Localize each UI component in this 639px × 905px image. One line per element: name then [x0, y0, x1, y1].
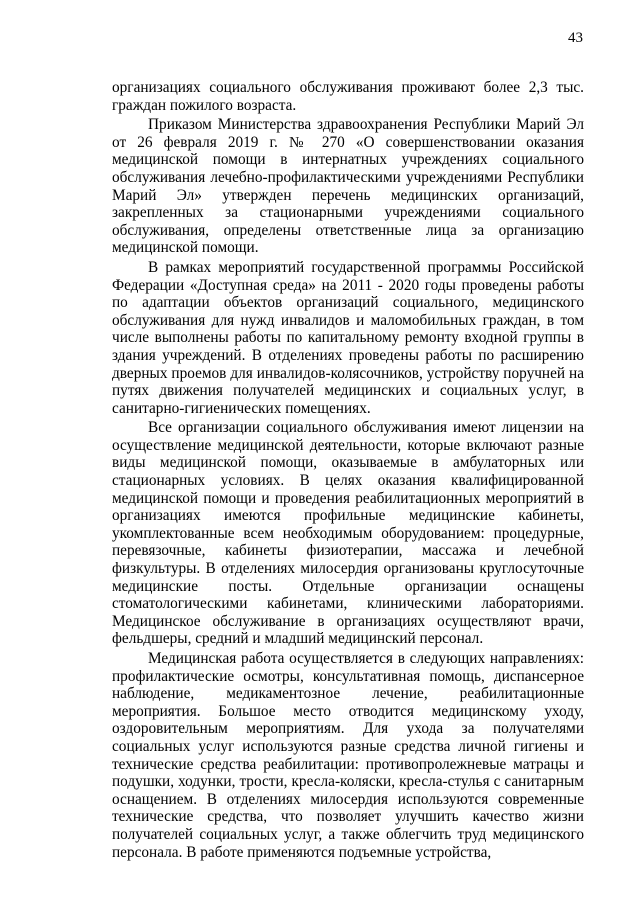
body-text [112, 79, 584, 863]
paragraph-accessible-environment: В рамках мероприятий государственной программы Российской Федерации «Доступная среда» на 2011 - 2020 годы проведены работы по адаптации объектов организаций социального, медицинского обслуживания для нужд инвалидов и маломобильных граждан, в том числе выполнены работы по капитальному ремонту входной группы в здания учреждений. В отделениях проведены работы по расширению дверных проемов для инвалидов-колясочников, устройству поручней на путях движения получателей медицинских и социальных услуг, в санитарно-гигиенических помещениях. [112, 258, 584, 417]
paragraph-ministry-order: Приказом Министерства здравоохранения Республики Марий Эл от 26 февраля 2019 г. № 270 «О совершенствовании оказания медицинской помощи в интернатных учреждениях социального обслуживания лечебно-профилактическими учреждениями Республики Марий Эл» утвержден перечень медицинских организаций, закрепленных за стационарными учреждениями социального обслуживания, определены ответственные лица за организацию медицинской помощи. [112, 116, 584, 257]
paragraph-continuation: организациях социального обслуживания проживают более 2,3 тыс. граждан пожилого возраста. [112, 79, 584, 114]
page-number: 43 [568, 30, 583, 46]
paragraph-medical-work: Медицинская работа осуществляется в следующих направлениях: профилактические осмотры, консультативная помощь, диспансерное наблюдение, медикаментозное лечение, реабилитационные мероприятия. Большое место отводится медицинскому уходу, оздоровительным мероприятиям. Для ухода за получателями социальных услуг используются разные средства личной гигиены и технические средства реабилитации: противопролежневые матрацы и подушки, ходунки, трости, кресла-коляски, кресла-стулья с санитарным оснащением. В отделениях милосердия используются современные технические средства, что позволяет улучшить качество жизни получателей социальных услуг, а также облегчить труд медицинского персонала. В работе применяются подъемные устройства, [112, 650, 584, 861]
paragraph-medical-licenses: Все организации социального обслуживания имеют лицензии на осуществление медицинской деятельности, которые включают разные виды медицинской помощи, оказываемые в амбулаторных или стационарных условиях. В целях оказания квалифицированной медицинской помощи и проведения реабилитационных мероприятий в организациях имеются профильные медицинские кабинеты, укомплектованные всем необходимым оборудованием: процедурные, перевязочные, кабинеты физиотерапии, массажа и лечебной физкультуры. В отделениях милосердия организованы круглосуточные медицинские посты. Отдельные организации оснащены стоматологическими кабинетами, клиническими лабораториями. Медицинское обслуживание в организациях осуществляют врачи, фельдшеры, средний и младший медицинский персонал. [112, 419, 584, 648]
